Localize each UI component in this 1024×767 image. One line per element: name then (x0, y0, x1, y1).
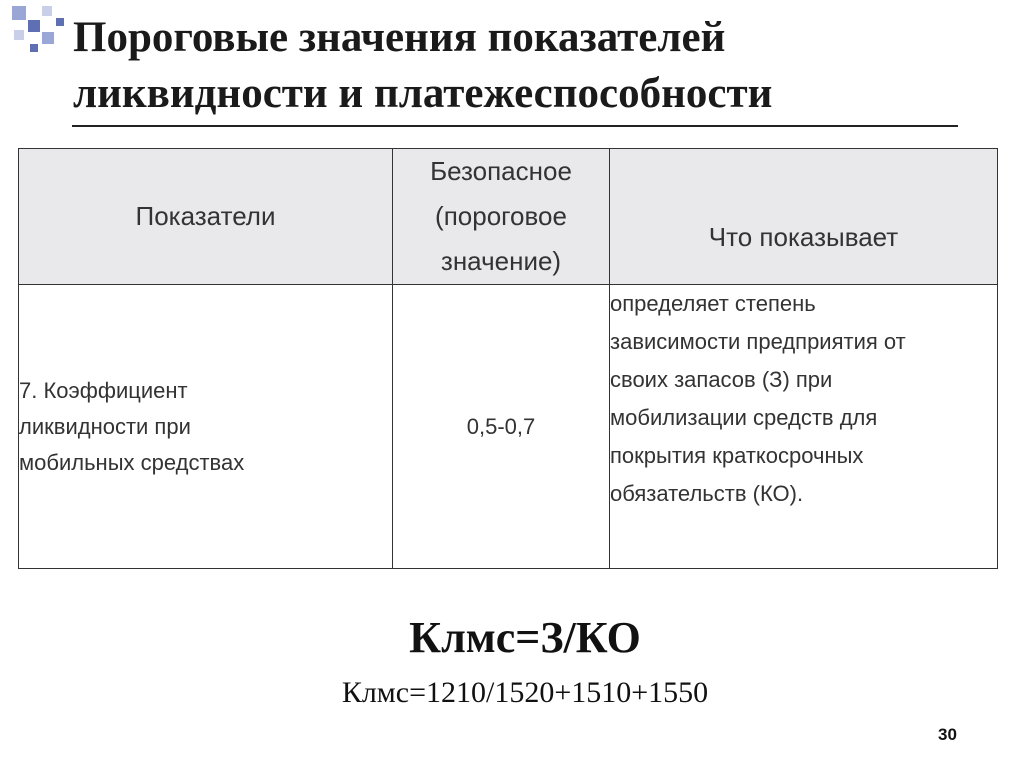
header-safe-value: Безопасное (пороговое значение) (393, 149, 610, 285)
table-header-row (19, 149, 998, 285)
threshold-table (18, 148, 998, 569)
slide-title (73, 10, 993, 122)
formula-main: Клмс=З/КО (409, 613, 641, 662)
title-line-2: ликвидности и платежеспособности (73, 70, 773, 117)
header-meaning: Что показывает (610, 149, 998, 285)
header-indicator: Показатели (19, 149, 393, 285)
title-line-1: Пороговые значения показателей (73, 14, 726, 61)
indicator-description: определяет степень зависимости предприятия от своих запасов (З) при мобилизации средств для покрытия краткосрочных обязательств (КО). (610, 285, 998, 569)
corner-decoration (0, 0, 80, 60)
page-number: 30 (938, 725, 957, 744)
formula-expanded: Клмс=1210/1520+1510+1550 (341, 676, 709, 709)
title-underline (72, 125, 958, 127)
indicator-name: 7. Коэффициент ликвидности при мобильных средствах (19, 285, 393, 569)
table-row (19, 285, 998, 569)
threshold-value: 0,5-0,7 (393, 285, 610, 569)
